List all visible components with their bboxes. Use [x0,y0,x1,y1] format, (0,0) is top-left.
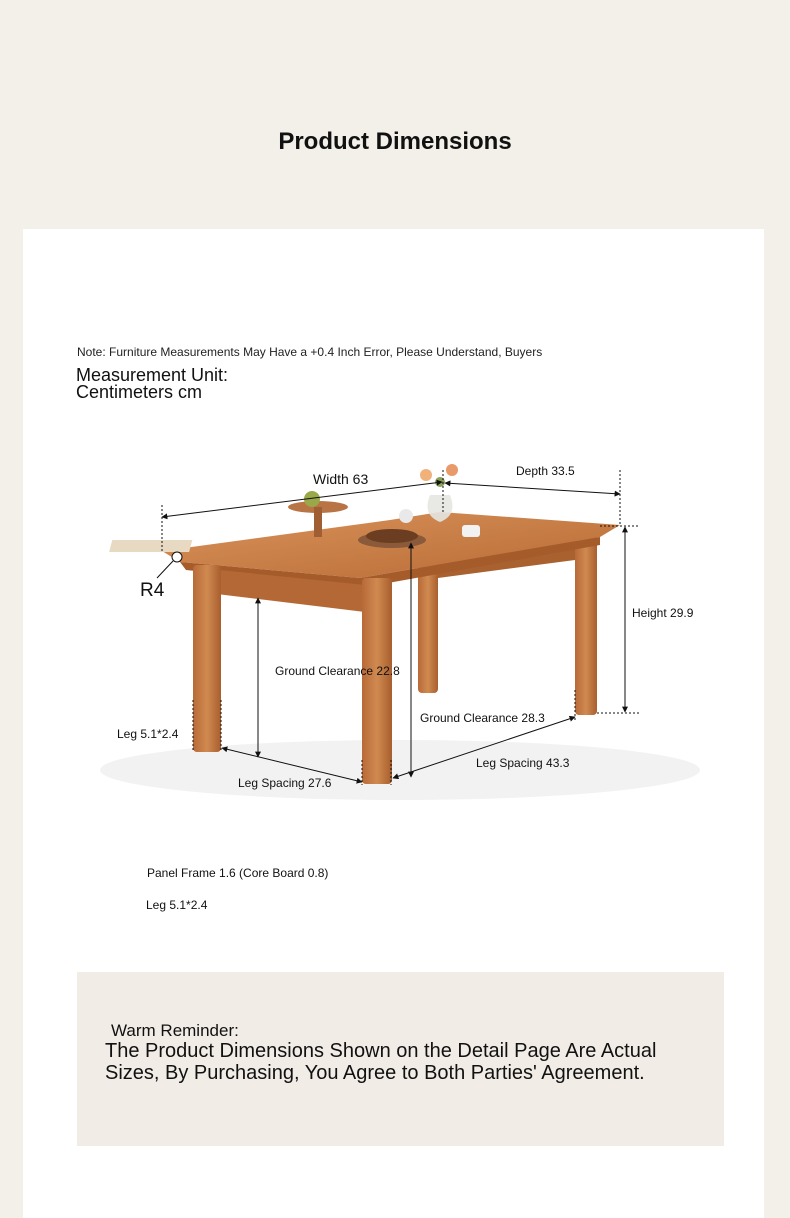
cup [462,525,480,537]
leg-spec: Leg 5.1*2.4 [146,898,208,912]
fruit-bowl-stem [314,507,322,537]
leg-spacing-long-label: Leg Spacing 43.3 [476,756,570,770]
leg-spacing-short-label: Leg Spacing 27.6 [238,776,332,790]
width-label: Width 63 [313,471,369,487]
r4-point [172,552,182,562]
back-left-leg [418,560,438,693]
depth-line [445,483,620,494]
measurement-unit [76,367,228,401]
ground-clearance-front-label: Ground Clearance 22.8 [275,664,400,678]
panel-frame-spec: Panel Frame 1.6 (Core Board 0.8) [147,866,329,880]
measurement-unit-value: Centimeters cm [76,382,203,402]
ground-clearance-back-label: Ground Clearance 28.3 [420,711,545,725]
warm-reminder-body: The Product Dimensions Shown on the Detail Page Are Actual Sizes, By Purchasing, You Agree to Both Parties' Agreement. [105,1040,657,1084]
measurement-error-note: Note: Furniture Measurements May Have a +0.4 Inch Error, Please Understand, Buyers [77,345,543,359]
warm-reminder-title: Warm Reminder: [111,1021,239,1040]
flower-2 [446,464,458,476]
measurement-unit-label: Measurement Unit: [76,365,229,385]
front-right-leg [362,578,392,784]
flower-1 [420,469,432,481]
leg-size-label: Leg 5.1*2.4 [117,727,179,741]
page-title: Product Dimensions [278,128,512,155]
depth-label: Depth 33.5 [516,464,575,478]
height-label: Height 29.9 [632,606,694,620]
front-left-leg [193,565,221,752]
glass [399,509,413,523]
bread [366,529,418,543]
floor-shadow [100,740,700,800]
book [109,540,192,552]
radius-label: R4 [140,580,165,601]
back-right-leg [575,535,597,715]
table-diagram [0,440,790,820]
